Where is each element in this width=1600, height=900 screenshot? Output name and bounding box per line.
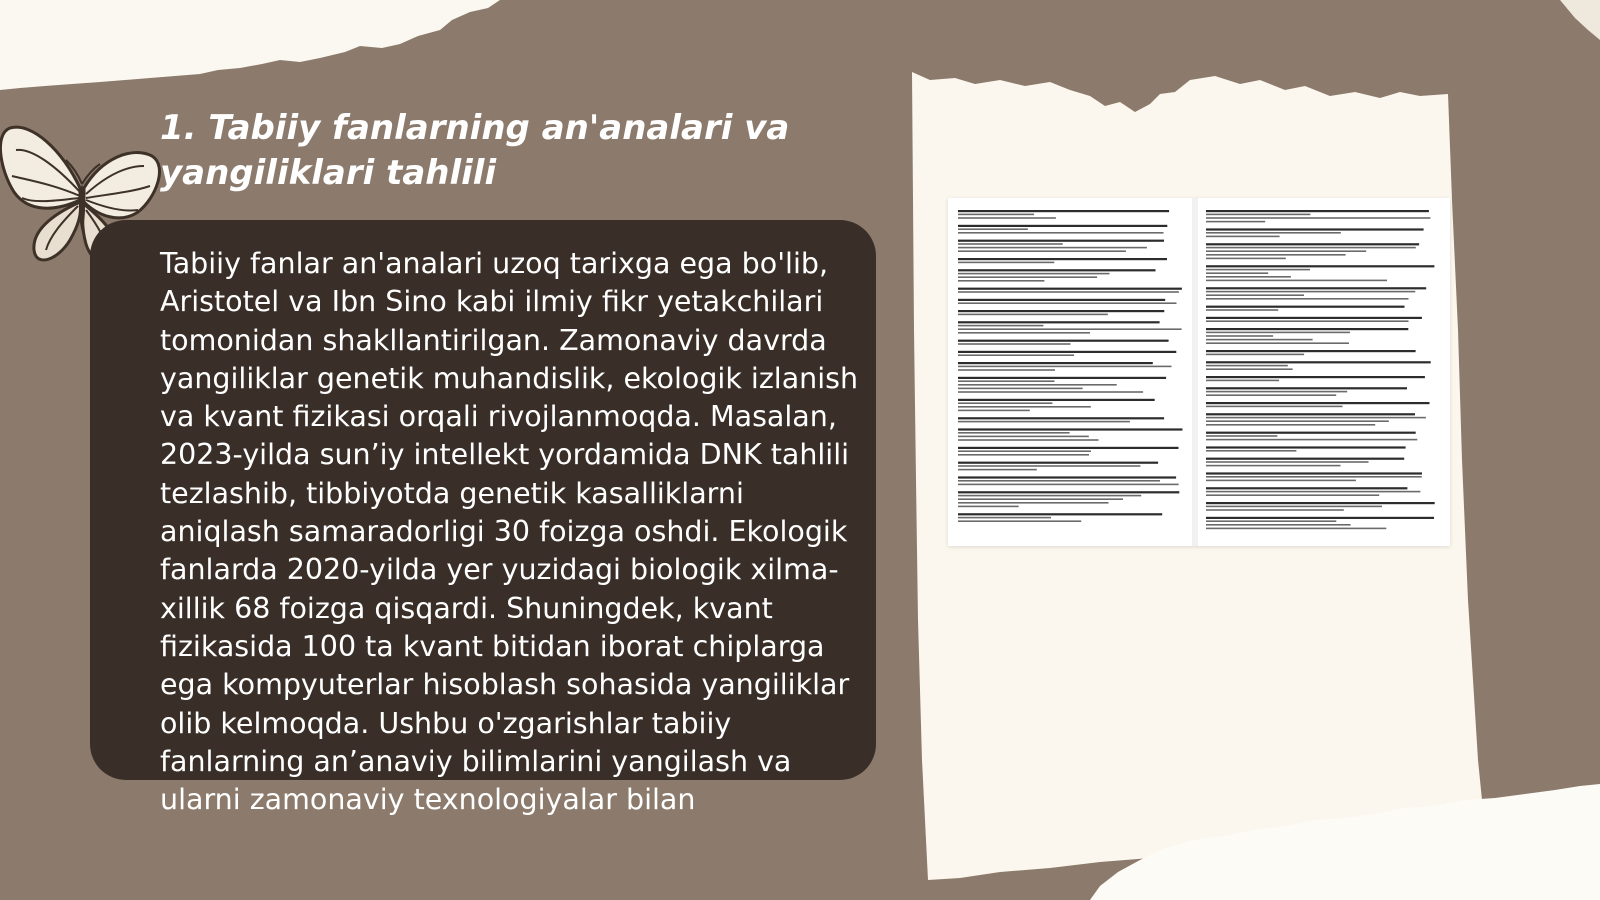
document-text-line <box>958 351 1176 353</box>
document-text-line <box>958 321 1160 323</box>
document-text-line <box>1206 394 1336 396</box>
document-text-line <box>1206 439 1417 441</box>
document-text-line <box>958 228 1028 230</box>
document-text-line <box>1206 424 1375 426</box>
torn-paper-flake <box>1560 0 1600 40</box>
document-text-line <box>1206 413 1415 415</box>
document-text-line <box>958 491 1179 493</box>
document-text-line <box>958 402 1052 404</box>
document-text-line <box>1206 272 1268 274</box>
document-text-line <box>1206 339 1313 341</box>
document-text-line <box>1206 461 1369 463</box>
document-text-line <box>1206 350 1416 352</box>
document-text-line <box>958 469 1037 471</box>
document-page-image <box>948 198 1450 546</box>
document-text-line <box>958 247 1147 249</box>
document-text-line <box>1206 476 1422 478</box>
document-text-line <box>1206 332 1350 334</box>
document-text-line <box>958 210 1169 212</box>
document-text-line <box>1206 309 1278 311</box>
document-text-line <box>958 513 1162 515</box>
document-text-line <box>958 450 1091 452</box>
document-text-line <box>958 354 1074 356</box>
document-text-line <box>1206 402 1430 404</box>
document-text-line <box>958 436 1089 438</box>
document-text-line <box>1206 280 1387 282</box>
document-text-line <box>1206 214 1310 216</box>
document-text-line <box>1206 368 1293 370</box>
document-text-line <box>1206 432 1416 434</box>
document-text-line <box>958 250 1126 252</box>
document-text-line <box>1206 420 1389 422</box>
document-text-line <box>1206 524 1351 526</box>
document-text-line <box>958 310 1164 312</box>
document-text-line <box>958 225 1167 227</box>
document-text-line <box>958 343 1071 345</box>
document-text-line <box>1206 276 1291 278</box>
document-text-line <box>958 243 1063 245</box>
document-text-line <box>1206 291 1415 293</box>
document-text-line <box>958 302 1177 304</box>
document-text-line <box>1206 502 1435 504</box>
document-text-line <box>1206 317 1422 319</box>
document-text-line <box>958 299 1165 301</box>
document-text-line <box>1206 354 1304 356</box>
document-text-line <box>1206 376 1425 378</box>
document-text-line <box>958 484 1179 486</box>
document-text-line <box>1206 450 1296 452</box>
document-text-line <box>1206 335 1273 337</box>
document-text-line <box>1206 506 1382 508</box>
document-text-line <box>958 214 1034 216</box>
document-text-line <box>1206 250 1366 252</box>
document-text-line <box>1206 387 1407 389</box>
document-text-line <box>958 384 1117 386</box>
document-text-line <box>958 506 1019 508</box>
document-text-line <box>1206 517 1434 519</box>
document-text-line <box>958 332 1090 334</box>
document-text-line <box>958 399 1155 401</box>
document-text-line <box>958 410 1030 412</box>
document-text-line <box>1206 435 1277 437</box>
document-text-line <box>958 432 1070 434</box>
document-text-line <box>1206 294 1304 296</box>
torn-paper-top-left <box>0 0 500 90</box>
document-text-line <box>1206 258 1286 260</box>
document-text-line <box>1206 458 1404 460</box>
document-text-line <box>958 447 1179 449</box>
document-text-line <box>1206 391 1347 393</box>
document-text-line <box>958 498 1123 500</box>
document-text-line <box>958 369 1055 371</box>
document-text-line <box>1206 520 1336 522</box>
document-text-line <box>1206 446 1406 448</box>
document-text-line <box>1206 243 1419 245</box>
document-text-line <box>1206 361 1431 363</box>
document-text-line <box>1206 380 1279 382</box>
document-page-divider <box>1192 198 1198 546</box>
document-text-line <box>958 240 1164 242</box>
document-text-line <box>1206 298 1409 300</box>
document-thumbnail <box>948 198 1450 546</box>
document-text-line <box>958 217 1056 219</box>
document-text-line <box>958 314 1108 316</box>
document-text-line <box>1206 465 1341 467</box>
document-text-line <box>958 276 1097 278</box>
document-text-line <box>958 417 1164 419</box>
document-text-line <box>1206 342 1349 344</box>
document-text-line <box>958 269 1156 271</box>
document-text-line <box>1206 328 1408 330</box>
document-text-line <box>1206 406 1343 408</box>
document-text-line <box>958 391 1143 393</box>
document-text-line <box>958 280 1044 282</box>
document-text-line <box>958 495 1141 497</box>
document-text-line <box>1206 247 1416 249</box>
slide-title: 1. Tabiiy fanlarning an'analari va yangiliklari tahlili <box>160 108 790 193</box>
document-text-line <box>1206 306 1405 308</box>
document-text-line <box>958 520 1081 522</box>
document-text-line <box>1206 217 1430 219</box>
document-text-line <box>958 362 1153 364</box>
document-text-line <box>1206 417 1426 419</box>
document-text-line <box>958 439 1099 441</box>
document-text-line <box>1206 265 1434 267</box>
document-text-line <box>1206 365 1288 367</box>
document-text-line <box>1206 472 1422 474</box>
document-text-line <box>1206 287 1426 289</box>
document-text-line <box>958 517 1051 519</box>
document-text-line <box>958 480 1160 482</box>
document-text-line <box>958 465 1140 467</box>
document-text-line <box>1206 480 1356 482</box>
document-text-line <box>1206 320 1409 322</box>
document-text-line <box>958 258 1167 260</box>
document-text-line <box>958 328 1182 330</box>
document-text-line <box>1206 221 1265 223</box>
document-text-line <box>958 388 1083 390</box>
document-text-line <box>958 454 1089 456</box>
document-text-line <box>1206 528 1386 530</box>
document-text-line <box>1206 487 1407 489</box>
document-text-line <box>958 462 1158 464</box>
document-text-line <box>958 340 1169 342</box>
document-text-line <box>958 476 1176 478</box>
document-text-line <box>958 421 1130 423</box>
document-text-line <box>1206 210 1429 212</box>
document-text-line <box>1206 228 1424 230</box>
document-text-line <box>1206 254 1346 256</box>
document-text-line <box>1206 494 1379 496</box>
document-text-line <box>1206 232 1341 234</box>
document-text-line <box>958 406 1091 408</box>
document-text-line <box>958 288 1182 290</box>
document-text-line <box>958 291 1179 293</box>
document-text-line <box>1206 236 1280 238</box>
slide-body-text: Tabiiy fanlar an'analari uzoq tarixga ega bo'lib, Aristotel va Ibn Sino kabi ilmiy fikr yetakchilari tomonidan shakllantirilgan. Zamonaviy davrda yangiliklar genetik muhandislik, ekologik izlanish va kvant fizikasi orqali rivojlanmoqda. Masalan, 2023-yilda sun’iy intellekt yordamida DNK tahlili tezlashib, tibbiyotda genetik kasalliklarni aniqlash samaradorligi 30 foizga oshdi. Ekologik fanlarda 2020-yilda yer yuzidagi biologik xilma-xillik 68 foizga qisqardi. Shuningdek, kvant fizikasida 100 ta kvant bitidan iborat chiplarga ega kompyuterlar hisoblash sohasida yangiliklar olib kelmoqda. Ushbu o'zgarishlar tabiiy fanlarning an’anaviy bilimlarini yangilash va ularni zamonaviy texnologiyalar bilan <box>160 247 859 817</box>
document-text-line <box>958 273 1110 275</box>
document-text-line <box>958 377 1166 379</box>
document-text-line <box>958 232 1164 234</box>
document-text-line <box>958 380 1055 382</box>
document-text-line <box>1206 509 1344 511</box>
document-text-line <box>958 325 1043 327</box>
document-text-line <box>958 428 1183 430</box>
document-text-line <box>958 366 1172 368</box>
document-text-line <box>958 262 1054 264</box>
document-text-line <box>1206 491 1420 493</box>
document-text-line <box>1206 269 1310 271</box>
document-text-line <box>958 502 1109 504</box>
